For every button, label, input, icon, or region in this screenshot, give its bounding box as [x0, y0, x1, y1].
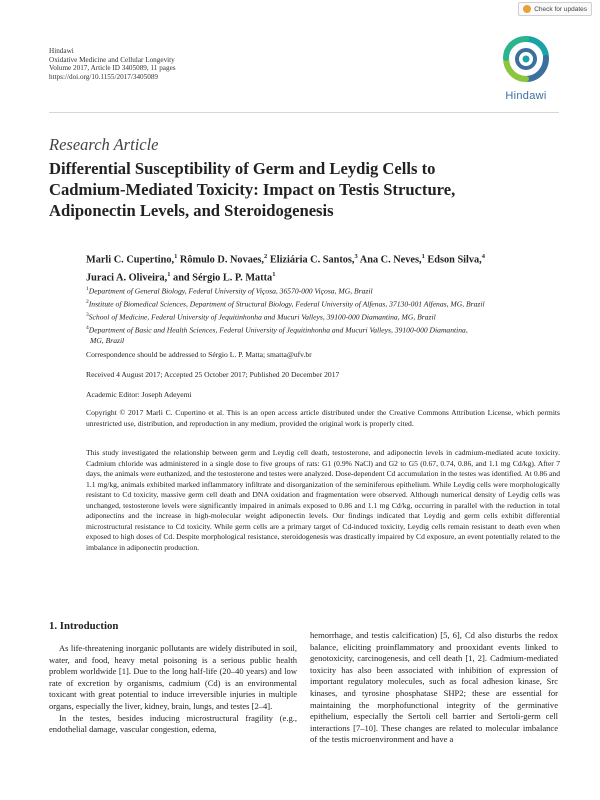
- title-line: Differential Susceptibility of Germ and Leydig Cells to: [49, 159, 436, 178]
- journal-name: Oxidative Medicine and Cellular Longevity: [49, 55, 175, 64]
- author-affil-sup: 1: [167, 271, 171, 279]
- author-name[interactable]: and Sérgio L. P. Matta: [173, 272, 273, 284]
- author-name[interactable]: Eliziária C. Santos,: [269, 254, 355, 266]
- paragraph: As life-threatening inorganic pollutants are widely distributed in soil, water, and food, heavy metal poisoning is a serious public health problem worldwide [1]. Due to the long half-life (20–40 years) and low rate of excretion by organisms, cadmium (Cd) is an environmental toxicant with great potential to induce irreversible injuries in multiple organs, especially the liver, kidney, brain, lungs, and testes [2–4].: [49, 643, 297, 711]
- intro-right-column: [310, 630, 558, 746]
- check-for-updates-badge[interactable]: [518, 2, 592, 16]
- author-name[interactable]: Marli C. Cupertino,: [86, 254, 175, 266]
- journal-header: [49, 47, 176, 81]
- author-list: [86, 249, 560, 286]
- author-name[interactable]: Ana C. Neves,: [359, 254, 422, 266]
- hindawi-logo: [496, 35, 556, 105]
- correspondence: Correspondence should be addressed to Sérgio L. P. Matta; smatta@ufv.br: [86, 350, 312, 359]
- hindawi-logo-icon: [499, 35, 553, 85]
- affiliation-list: [86, 284, 560, 346]
- author-affil-sup: 3: [354, 253, 358, 260]
- publisher-name: Hindawi: [49, 47, 74, 55]
- author-affil-sup: 2: [264, 253, 268, 260]
- academic-editor: Academic Editor: Joseph Adeyemi: [86, 390, 192, 399]
- author-affil-sup: 1: [272, 271, 276, 279]
- updates-label: Check for updates: [534, 5, 587, 13]
- title-line: Adiponectin Levels, and Steroidogenesis: [49, 201, 334, 220]
- article-title: [49, 158, 559, 221]
- paragraph: hemorrhage, and testis calcification) [5, 6], Cd also disturbs the redox balance, eliciting proinflammatory and prooxidant events linked to genotoxicity, carcinogenesis, and cell death [1, 2]. Cadmium-mediated toxicity has also been associated with inhibition of expression of important regulatory molecules, such as focal adhesion kinase, Src kinases, and tyrosine phosphatase SHP2; these are essential for maintaining the morphofunctional integrity of the germinative epithelium, especially the Sertoli cell barrier and Sertoli-germ cell interactions [7–10]. These changes are related to molecular imbalance of the testis microenvironment and have a: [310, 630, 558, 745]
- author-affil-sup: 1: [174, 253, 178, 260]
- affiliation-continuation: MG, Brazil: [90, 335, 125, 345]
- paragraph: In the testes, besides inducing microstructural fragility (e.g., endothelial damage, vascular congestion, edema,: [49, 712, 297, 735]
- author-name[interactable]: Juraci A. Oliveira,: [86, 272, 168, 284]
- doi-link[interactable]: https://doi.org/10.1155/2017/3405089: [49, 72, 159, 81]
- volume-line: Volume 2017, Article ID 3405089, 11 pages: [49, 64, 176, 73]
- author-affil-sup: 1: [421, 253, 425, 260]
- section-heading: 1. Introduction: [49, 620, 119, 632]
- affiliation-item: $^4$Department of Basic and Health Sciences, Federal University of Jequitinhonha and Mucuri Valleys, 39100-000 Diamantina,: [86, 324, 468, 335]
- title-line: Cadmium-Mediated Toxicity: Impact on Testis Structure,: [49, 180, 456, 199]
- article-type: Research Article: [49, 135, 159, 154]
- copyright-notice: Copyright © 2017 Marli C. Cupertino et al. This is an open access article distributed under the Creative Commons Attribution License, which permits unrestricted use, distribution, and reproduction in any medium, provided the original work is properly cited.: [86, 408, 560, 428]
- affiliation-item: $^2$Institute of Biomedical Sciences, Department of Structural Biology, Federal University of Alfenas, 37130-001 Alfenas, MG, Brazil: [86, 298, 485, 309]
- header-divider: [49, 112, 559, 113]
- abstract: This study investigated the relationship between germ and Leydig cell death, testosterone, and adiponectin levels in cadmium-mediated acute toxicity. Cadmium chloride was administered in a single dose to five groups of rats: G1 (0.9% NaCl) and G2 to G5 (0.67, 0.74, 0.86, and 1.1 mg Cd/kg). After 7 days, the animals were euthanized, and the testosterone and testes were analyzed. Dose-dependent Cd accumulation in the testes was identified. At 0.86 and 1.1 mg/kg, animals exhibited marked inflammatory infiltrate and disorganization of the seminiferous epithelium. While Leydig cells were morphologically resistant to Cd toxicity, massive germ cell death and DNA oxidation and fragmentation were observed. Although numerical density of Leydig cells was unchanged, testosterone levels were significantly impaired in animals exposed to 0.86 and 1.1 mg Cd/kg, occurring in parallel with the reduction in total adiponectins and the increase in high-molecular weight adiponectin levels. Our findings indicated that Leydig and germ cells exhibit differential microstructural resistance to Cd toxicity. While germ cells are a primary target of Cd-induced toxicity, Leydig cells remain resistant to death even when exposed to high doses of Cd. Despite morphological resistance, steroidogenesis was drastically impaired by Cd exposure, an event potentially related to the imbalance in adiponectin production.: [86, 448, 560, 552]
- publication-dates: Received 4 August 2017; Accepted 25 October 2017; Published 20 December 2017: [86, 370, 340, 379]
- intro-left-column: [49, 643, 297, 736]
- author-name[interactable]: Edson Silva,: [427, 254, 482, 266]
- updates-icon: [523, 5, 531, 13]
- hindawi-logo-text: Hindawi: [505, 90, 547, 102]
- affiliation-item: $^1$Department of General Biology, Federal University of Viçosa, 36570-000 Viçosa, MG, Brazil: [86, 286, 373, 296]
- author-name[interactable]: Rômulo D. Novaes,: [179, 254, 265, 266]
- author-affil-sup: 4: [481, 253, 486, 260]
- affiliation-item: $^3$School of Medicine, Federal University of Jequitinhonha and Mucuri Valleys, 39100-000 Diamantina, MG, Brazil: [86, 311, 436, 322]
